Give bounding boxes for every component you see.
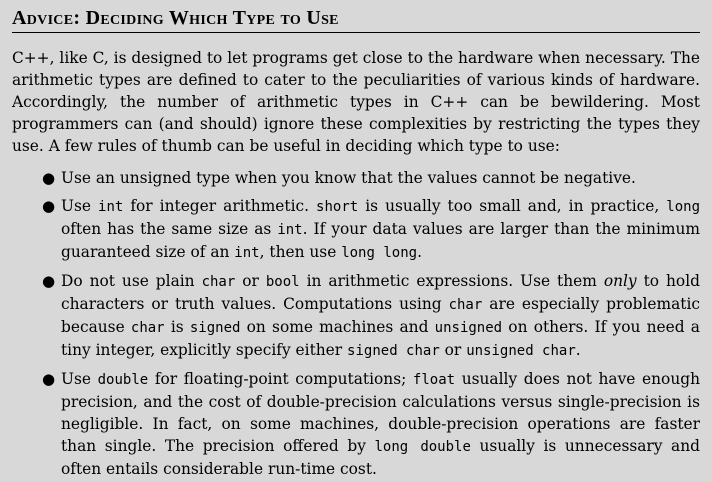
rule-text: is usually too small and, in practice, bbox=[358, 197, 667, 215]
advice-title: Advice: Deciding Which Type to Use bbox=[12, 7, 339, 29]
rule-text: . bbox=[575, 341, 581, 359]
code-term: double bbox=[97, 372, 149, 388]
code-term: long long bbox=[341, 245, 418, 261]
code-term: unsigned bbox=[434, 320, 503, 336]
code-term: unsigned char bbox=[466, 343, 576, 359]
intro-paragraph: C++, like C, is designed to let programs get close to the hardware when necessary. The arithmetic types are defined to cater to the peculiarities of various kinds of hardware. Accordingly, the number of arithmetic types in C++ can be bewildering. Most programmers can (and should) ignore these complexities by restricting the types they use. A few rules of thumb can be useful in deciding which type to use: bbox=[12, 49, 700, 155]
rule-text: Use bbox=[61, 370, 98, 388]
rule-item-4 bbox=[12, 368, 700, 480]
rule-text: . bbox=[417, 243, 422, 261]
emphasis-text: only bbox=[603, 272, 637, 290]
code-term: long bbox=[666, 199, 700, 215]
code-term: char bbox=[201, 274, 236, 290]
rule-text: for integer arithmetic. bbox=[123, 197, 317, 215]
rule-text: is bbox=[164, 318, 190, 336]
rule-text: on others. If you need a tiny integer, explicitly specify either bbox=[61, 318, 700, 359]
rule-item-1 bbox=[12, 167, 700, 189]
rule-item-3 bbox=[12, 270, 700, 362]
code-term: char bbox=[448, 297, 483, 313]
rule-text: . If your data values are larger than the minimum guaranteed size of an bbox=[61, 220, 700, 261]
code-term: signed bbox=[189, 320, 241, 336]
rule-text: or bbox=[235, 272, 266, 290]
rule-text: , then use bbox=[259, 243, 342, 261]
bullet-icon: ● bbox=[42, 197, 56, 215]
rules-list bbox=[12, 167, 700, 480]
rule-text: Use bbox=[61, 197, 99, 215]
rule-text: on some machines and bbox=[240, 318, 435, 336]
rule-text: in arithmetic expressions. Use them bbox=[299, 272, 604, 290]
rule-text: Use an unsigned type when you know that the values cannot be negative. bbox=[61, 169, 636, 187]
code-term: int bbox=[98, 199, 124, 215]
code-term: float bbox=[412, 372, 456, 388]
code-term: long double bbox=[374, 439, 471, 455]
code-term: int bbox=[277, 222, 303, 238]
title-rule bbox=[12, 32, 700, 33]
rule-text: are especially problematic because bbox=[61, 295, 700, 336]
rule-text: usually does not have enough precision, and the cost of double-precision calculations versus single-precision is negligible. In fact, on some machines, double-precision operations are faster than single. The precision offered by bbox=[61, 370, 700, 455]
bullet-icon: ● bbox=[42, 272, 56, 290]
rule-text: usually is unnecessary and often entails considerable run-time cost. bbox=[61, 437, 700, 478]
bullet-icon: ● bbox=[42, 169, 56, 187]
rule-item-2 bbox=[12, 195, 700, 264]
rule-text: or bbox=[439, 341, 467, 359]
rule-text: to hold characters or truth values. Computations using bbox=[61, 272, 700, 313]
code-term: short bbox=[316, 199, 359, 215]
rule-text: often has the same size as bbox=[61, 220, 278, 238]
rule-text: Do not use plain bbox=[61, 272, 202, 290]
rule-text: for floating-point computations; bbox=[148, 370, 413, 388]
code-term: signed char bbox=[347, 343, 440, 359]
code-term: bool bbox=[265, 274, 300, 290]
code-term: int bbox=[234, 245, 260, 261]
code-term: char bbox=[130, 320, 165, 336]
bullet-icon: ● bbox=[42, 370, 56, 388]
